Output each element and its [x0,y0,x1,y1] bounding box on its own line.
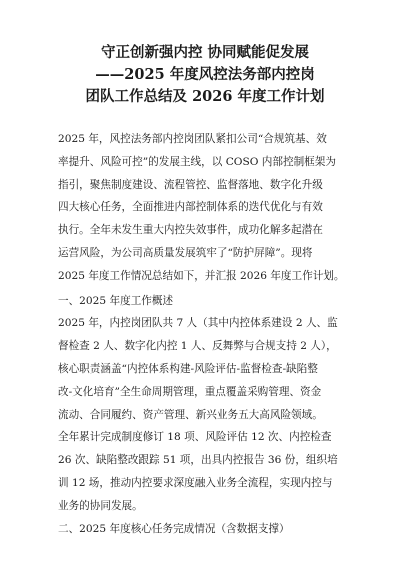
section-1-p1-line: 核心职责涵盖“内控体系构建-风险评估-监督检查-缺陷整 [58,362,318,375]
section-1-p2-line: 业务的协同发展。 [58,499,143,512]
title-line-1: 守正创新强内控 协同赋能促发展 [100,44,310,61]
title-line-2: ——2025 年度风控法务部内控岗 [95,66,315,83]
intro-line: 2025 年度工作情况总结如下，并汇报 2026 年度工作计划。 [58,269,345,282]
intro-line: 运营风险，为公司高质量发展筑牢了“防护屏障”。现将 [58,246,313,259]
section-1-p1-line: 2025 年，内控岗团队共 7 人（其中内控体系建设 2 人、监 [58,317,338,330]
section-1-p2-line: 训 12 场，推动内控要求深度融入业务全流程，实现内控与 [58,476,333,489]
section-1-heading: 一、2025 年度工作概述 [58,294,174,307]
intro-paragraph [58,128,352,288]
intro-line: 四大核心任务，全面推进内部控制体系的迭代优化与有效 [58,201,323,214]
section-1-p1-line: 流动、合同履约、资产管理、新兴业务五大高风险领域。 [58,408,323,421]
section-1-p1-line: 改-文化培育”全生命周期管理，重点覆盖采购管理、资金 [58,385,322,398]
intro-line: 2025 年，风控法务部内控岗团队紧扣公司“合规筑基、效 [58,133,327,145]
section-1-p2-line: 26 次、缺陷整改跟踪 51 项，出具内控报告 36 份，组织培 [58,454,338,467]
section-1-p2-line: 全年累计完成制度修订 18 项、风险评估 12 次、内控检查 [58,431,332,444]
intro-line: 率提升、风险可控”的发展主线，以 COSO 内部控制框架为 [58,155,336,168]
title-line-3: 团队工作总结及 2026 年度工作计划 [85,88,325,105]
section-1-paragraph-1 [58,312,352,426]
intro-line: 执行。全年未发生重大内控失效事件，成功化解多起潜在 [58,224,323,237]
intro-line: 指引，聚焦制度建设、流程管控、监督落地、数字化升级 [58,178,323,191]
section-2-heading: 二、2025 年度核心任务完成情况（含数据支撑） [58,522,290,535]
section-1-paragraph-2 [58,426,352,517]
document-title [58,42,352,108]
section-1-p1-line: 督检查 2 人、数字化内控 1 人、反舞弊与合规支持 2 人）， [58,340,337,353]
